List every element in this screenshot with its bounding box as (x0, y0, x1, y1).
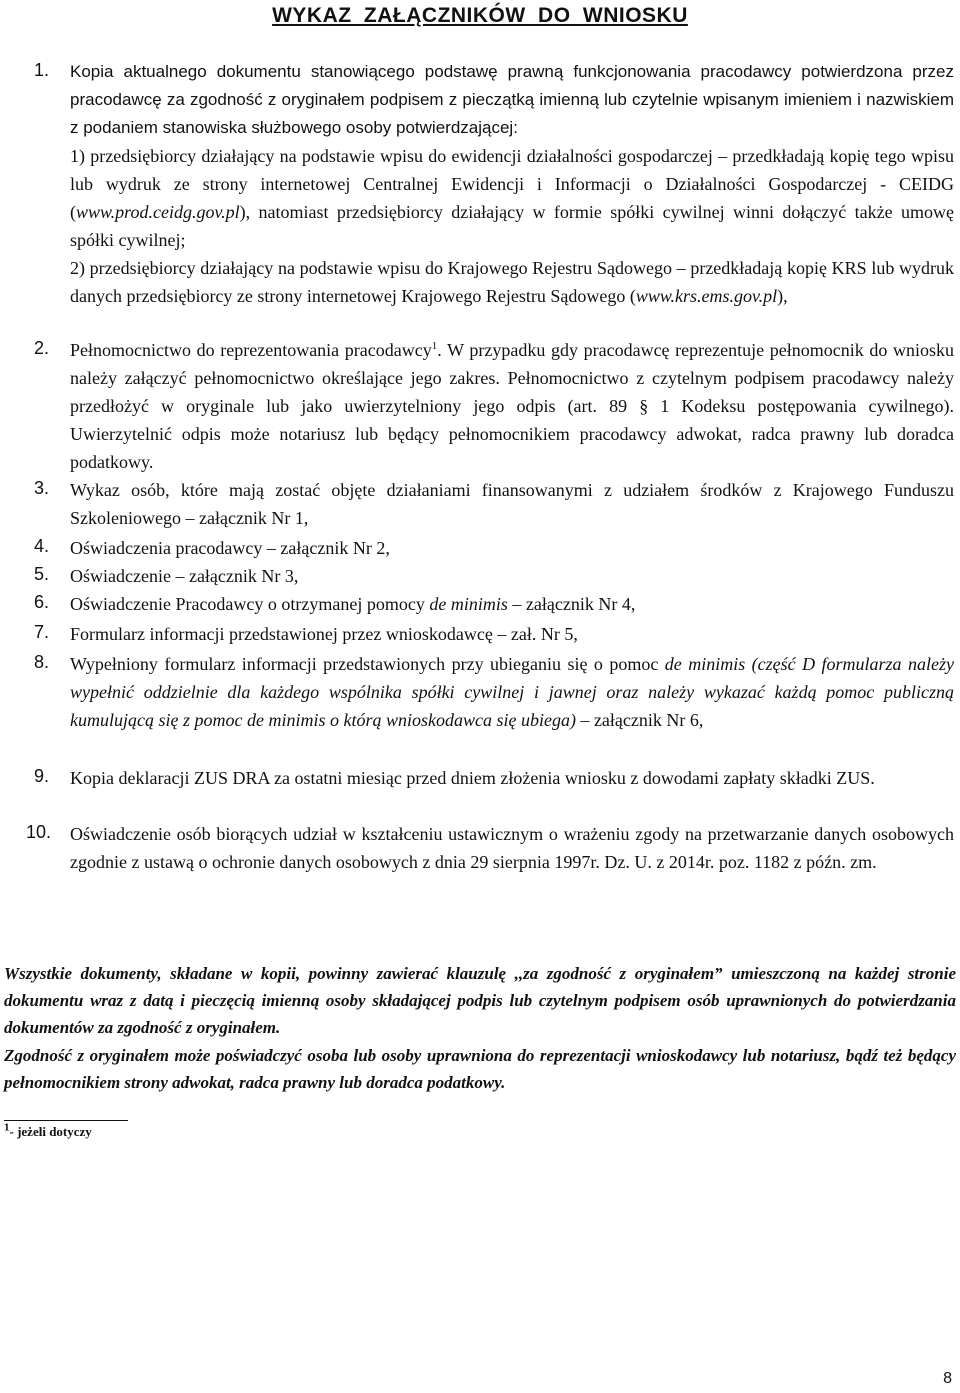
footnote-divider (4, 1120, 128, 1121)
footnote-text: - jeżeli dotyczy (9, 1124, 92, 1139)
item-number: 6. (34, 592, 50, 612)
item-number: 7. (34, 622, 50, 642)
item-text: Oświadczenie osób biorących udział w kształceniu ustawicznym o wrażeniu zgody na przetwarzanie danych osobowych zgodnie z ustawą o ochronie danych osobowych z dnia 29 sierpnia 1997r. Dz. U. z 2014r. poz. 1182 z późn. zm. (70, 824, 954, 872)
item-number: 4. (34, 536, 50, 556)
krs-link[interactable]: www.krs.ems.gov.pl (635, 286, 778, 306)
item-text-part: Wypełniony formularz informacji przedstawionych przy ubieganiu się o pomoc (70, 654, 665, 674)
item-text: Formularz informacji przedstawionej przez wnioskodawcę – zał. Nr 5, (70, 624, 578, 644)
item-text-italic: de minimis (429, 594, 508, 614)
item-number: 5. (34, 564, 50, 584)
footnote-ref: 1 (431, 340, 438, 352)
sub-item-text: 2) przedsiębiorcy działający na podstawie wpisu do Krajowego Rejestru Sądowego – przedkładają kopię KRS lub wydruk danych przedsiębiorcy ze strony internetowej Krajowego Rejestru Sądowego ( (70, 258, 954, 306)
item-text-part: – załącznik Nr 6, (575, 710, 704, 730)
item-number: 3. (34, 478, 50, 498)
item-number: 8. (34, 652, 50, 672)
sub-item-text: ), natomiast przedsiębiorcy działający w formie spółki cywilnej winni dołączyć także umowę spółki cywilnej; (70, 202, 954, 250)
item-text-part: Pełnomocnictwo do reprezentowania pracodawcy (70, 340, 432, 360)
note-paragraph: Zgodność z oryginałem może poświadczyć osoba lub osoby uprawniona do reprezentacji wnioskodawcy lub notariusz, bądź też będący pełnomocnikiem strony adwokat, radca prawny lub doradca podatkowy. (4, 1046, 956, 1092)
sub-item-text: 1) przedsiębiorcy działający na podstawie wpisu do ewidencji działalności gospodarczej – przedkładają kopię tego wpisu lub wydruk ze strony internetowej Centralnej Ewidencji i Informacji o Działalności Gospodarczej - CEIDG ( (70, 146, 954, 222)
item-text-part: Oświadczenie Pracodawcy o otrzymanej pomocy (70, 594, 430, 614)
footnote-mark: 1 (4, 1121, 10, 1134)
item-number: 9. (34, 766, 50, 786)
ceidg-link[interactable]: www.prod.ceidg.gov.pl (76, 202, 240, 222)
item-text-italic: de minimis (część D formularza należy wypełnić oddzielnie dla każdego wspólnika spółki cywilnej i jawnej oraz należy wykazać każdą pomoc publiczną kumulującą się z pomoc de minimis o którą wnioskodawca się ubiega) (70, 654, 954, 730)
sub-item-1 (70, 142, 954, 254)
item-number: 10. (26, 822, 52, 842)
item-text-part: – załącznik Nr 4, (507, 594, 636, 614)
item-text: Wykaz osób, które mają zostać objęte działaniami finansowanymi z udziałem środków z Krajowego Funduszu Szkoleniowego – załącznik Nr 1, (70, 480, 954, 528)
sub-item-2 (70, 254, 954, 310)
item-text (70, 650, 954, 734)
item-text: Kopia deklaracji ZUS DRA za ostatni miesiąc przed dniem złożenia wniosku z dowodami zapłaty składki ZUS. (70, 768, 875, 788)
page-number: 8 (943, 1370, 952, 1387)
note-paragraph: Wszystkie dokumenty, składane w kopii, powinny zawierać klauzulę ,,za zgodność z oryginałem” umieszczoną na każdej stronie dokumentu wraz z datą i pieczęcią imienną osoby składającej podpis lub czytelnym podpisem osób uprawnionych do potwierdzania dokumentów za zgodność z oryginałem. (4, 964, 956, 1037)
item-text: Kopia aktualnego dokumentu stanowiącego podstawę prawną funkcjonowania pracodawcy potwierdzona przez pracodawcę za zgodność z oryginałem podpisem z pieczątką imienną lub czytelnie wpisanym imieniem i nazwiskiem z podaniem stanowiska służbowego osoby potwierdzającej: (70, 62, 954, 137)
item-text: Oświadczenie – załącznik Nr 3, (70, 566, 299, 586)
footnote (4, 1121, 92, 1140)
item-number: 2. (34, 338, 50, 358)
document-title: WYKAZ ZAŁĄCZNIKÓW DO WNIOSKU (272, 4, 688, 27)
sub-item-text: ), (777, 286, 788, 306)
item-text (70, 590, 954, 618)
item-text (70, 336, 954, 476)
item-number: 1. (34, 60, 50, 80)
item-text: Oświadczenia pracodawcy – załącznik Nr 2, (70, 538, 390, 558)
item-text-part: . W przypadku gdy pracodawcę reprezentuje pełnomocnik do wniosku należy załączyć pełnomocnictwo określające jego zakres. Pełnomocnictwo z czytelnym podpisem pracodawcy należy przedłożyć w oryginale lub jako uwierzytelniony jego odpis (art. 89 § 1 Kodeksu postępowania cywilnego). Uwierzytelnić odpis może notariusz lub będący pełnomocnikiem pracodawcy adwokat, radca prawny lub doradca podatkowy. (70, 340, 954, 472)
